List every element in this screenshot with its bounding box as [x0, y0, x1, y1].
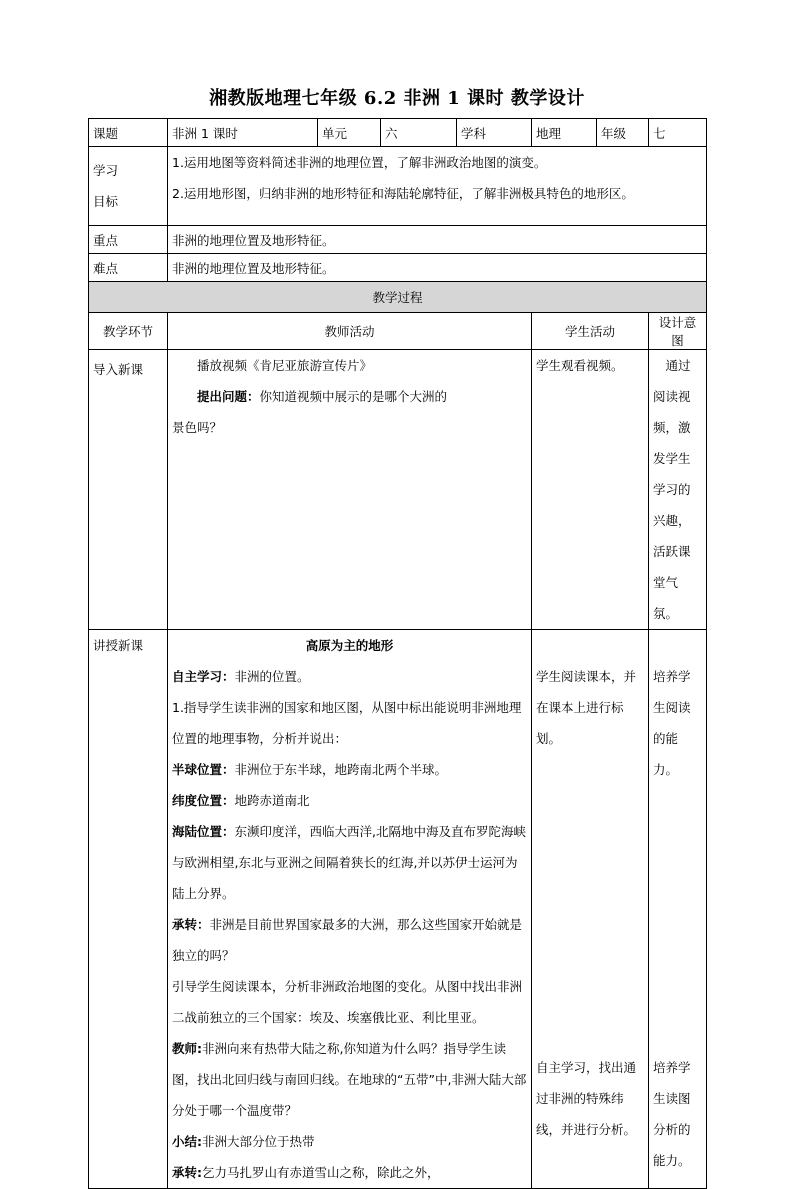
latitude-text: 地跨赤道南北: [234, 793, 310, 808]
info-row: [89, 119, 707, 147]
intro-intent-text: 通过阅读视频，激发学生学习的兴趣，活跃课堂气氛。: [653, 358, 691, 621]
teacher-text: 非洲向来有热带大陆之称,你知道为什么吗？指导学生读图，找出北回归线与南回归线。在地球的“五带”中,非洲大陆大部分处于哪一个温度带？: [172, 1041, 527, 1118]
objectives-label: [89, 147, 168, 226]
intro-intent: [649, 350, 707, 630]
sea-land-text: 东濒印度洋，西临大西洋,北隔地中海及直布罗陀海峡与欧洲相望,东北与亚洲之间隔着狭长的红海,并以苏伊士运河为陆上分界。: [172, 824, 526, 901]
unit-value: 六: [381, 119, 457, 147]
lecture-teacher: [168, 630, 532, 1189]
process-section-row: [89, 282, 707, 313]
transition-1-label: 承转：: [172, 917, 210, 932]
summary-text: 非洲大部分位于热带: [202, 1134, 315, 1149]
subject-label: 学科: [457, 119, 532, 147]
intro-teacher: [168, 350, 532, 630]
intro-row: [89, 350, 707, 630]
subject-value: 地理: [532, 119, 597, 147]
intro-teacher-line3: 景色吗？: [172, 420, 223, 435]
topic-label: 课题: [89, 119, 168, 147]
topic-value: 非洲 1 课时: [168, 119, 318, 147]
lecture-row: [89, 630, 707, 1189]
sea-land-label: 海陆位置：: [172, 824, 235, 839]
lecture-stage: [89, 630, 168, 1189]
summary-label: 小结:: [172, 1134, 202, 1149]
lecture-intent-1: 培养学生阅读的能力。: [653, 669, 691, 777]
process-section-title: 教学过程: [89, 282, 707, 313]
hemisphere-label: 半球位置：: [172, 762, 235, 777]
intro-stage-text: 导入新课: [93, 362, 144, 377]
lecture-student: [532, 630, 649, 1189]
intro-question-text: 你知道视频中展示的是哪个大洲的: [259, 389, 448, 404]
lecture-stage-text: 讲授新课: [93, 638, 144, 653]
lecture-student-2: 自主学习，找出通过非洲的特殊纬线，并进行分析。: [536, 1060, 637, 1137]
objectives-label-line1: 学习: [93, 163, 119, 178]
self-study-text: 非洲的位置。: [234, 669, 310, 684]
grade-value: 七: [649, 119, 707, 147]
key-point-row: [89, 226, 707, 254]
lecture-student-1: 学生阅读课本，并在课本上进行标划。: [536, 669, 637, 746]
header-intent: 设计意图: [649, 313, 707, 350]
objectives-label-line2: 目标: [93, 194, 119, 209]
objective-item-2: 2.运用地形图，归纳非洲的地形特征和海陆轮廓特征，了解非洲极具特色的地形区。: [172, 186, 634, 201]
difficulty-label: 难点: [89, 254, 168, 282]
intro-question-label: 提出问题：: [197, 389, 260, 404]
transition-2-text: 乞力马扎罗山有赤道雪山之称，除此之外，: [202, 1165, 440, 1180]
difficulty-value: 非洲的地理位置及地形特征。: [168, 254, 707, 282]
lesson-plan-table: [88, 118, 707, 1189]
key-point-value: 非洲的地理位置及地形特征。: [168, 226, 707, 254]
intro-student-text: 学生观看视频。: [536, 358, 624, 373]
intro-student: [532, 350, 649, 630]
transition-2-label: 承转:: [172, 1165, 202, 1180]
lecture-heading: 高原为主的地形: [305, 638, 394, 653]
latitude-label: 纬度位置：: [172, 793, 235, 808]
unit-label: 单元: [318, 119, 381, 147]
header-student: 学生活动: [532, 313, 649, 350]
objectives-row: [89, 147, 707, 226]
self-study-label: 自主学习：: [172, 669, 235, 684]
process-header-row: [89, 313, 707, 350]
header-teacher: 教师活动: [168, 313, 532, 350]
hemisphere-text: 非洲位于东半球，地跨南北两个半球。: [234, 762, 448, 777]
intro-stage: [89, 350, 168, 630]
grade-label: 年级: [597, 119, 649, 147]
document-title: 湘教版地理七年级 6.2 非洲 1 课时 教学设计: [209, 88, 585, 109]
transition-1-text: 非洲是目前世界国家最多的大洲，那么这些国家开始就是独立的吗？: [172, 917, 523, 963]
objectives-content: [168, 147, 707, 226]
objective-item-1: 1.运用地图等资料简述非洲的地理位置，了解非洲政治地图的演变。: [172, 155, 547, 170]
lecture-intent: [649, 630, 707, 1189]
lecture-intent-2: 培养学生读图分析的能力。: [653, 1060, 691, 1168]
header-stage: 教学环节: [89, 313, 168, 350]
guide-text: 1.指导学生读非洲的国家和地区图，从图中标出能说明非洲地理位置的地理事物，分析并说出：: [172, 700, 522, 746]
guide-2-text: 引导学生阅读课本，分析非洲政治地图的变化。从图中找出非洲二战前独立的三个国家：埃及、埃塞俄比亚、利比里亚。: [172, 979, 523, 1025]
key-point-label: 重点: [89, 226, 168, 254]
difficulty-row: [89, 254, 707, 282]
intro-teacher-line1: 播放视频《肯尼亚旅游宣传片》: [197, 358, 373, 373]
teacher-label: 教师:: [172, 1041, 202, 1056]
